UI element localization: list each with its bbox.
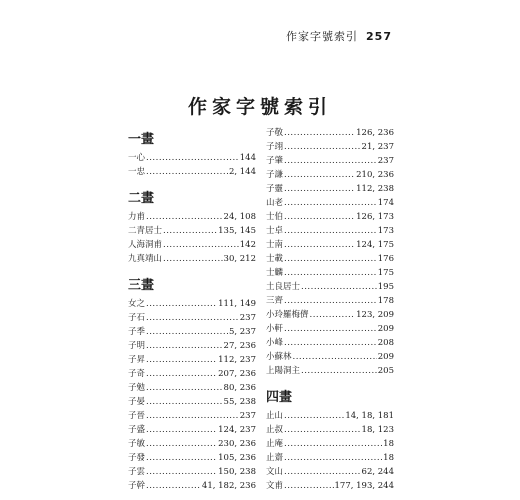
entry-pages: 178 (377, 296, 394, 306)
entry-pages: 41, 182, 236 (201, 481, 256, 491)
leader-dots (146, 210, 223, 224)
entry-pages: 174 (377, 198, 394, 208)
leader-dots (146, 165, 228, 179)
entry-pages: 173 (377, 226, 394, 236)
leader-dots (146, 451, 217, 465)
index-entry (128, 224, 256, 238)
leader-dots (146, 395, 223, 409)
section-gap (128, 266, 256, 272)
index-entry (128, 395, 256, 409)
section-gap (128, 179, 256, 185)
entry-pages: 237 (239, 313, 256, 323)
index-entry (266, 224, 394, 238)
leader-dots (284, 336, 377, 350)
leader-dots (301, 364, 377, 378)
index-entry (266, 168, 394, 182)
index-entry (266, 336, 394, 350)
entry-name: 文甫 (266, 481, 284, 491)
entry-name: 士載 (266, 254, 284, 264)
index-column-right (266, 126, 394, 493)
entry-name: 士南 (266, 240, 284, 250)
entry-name: 士伯 (266, 212, 284, 222)
page-number: 257 (366, 30, 392, 43)
index-entry (128, 297, 256, 311)
page-title: 作家字號索引 (187, 96, 332, 118)
entry-name: 士卓 (266, 226, 284, 236)
leader-dots (146, 353, 217, 367)
leader-dots (146, 465, 217, 479)
section-heading: 二畫 (128, 191, 155, 206)
entry-pages: 144 (239, 153, 256, 163)
entry-pages: 126, 236 (356, 128, 394, 138)
entry-pages: 80, 236 (223, 383, 256, 393)
entry-name: 子敏 (128, 439, 146, 449)
entry-name: 子晏 (128, 397, 146, 407)
leader-dots (146, 325, 228, 339)
index-entry (128, 479, 256, 493)
leader-dots (146, 297, 217, 311)
index-entry (266, 196, 394, 210)
entry-pages: 112, 238 (356, 184, 394, 194)
index-entry (266, 423, 394, 437)
leader-dots (284, 252, 377, 266)
entry-pages: 123, 209 (356, 310, 394, 320)
entry-name: 上陽洞主 (266, 366, 301, 376)
running-head-title: 作家字號索引 (286, 30, 359, 43)
entry-name: 子發 (128, 453, 146, 463)
leader-dots (284, 266, 377, 280)
index-entry (266, 182, 394, 196)
entry-name: 九真靖山 (128, 254, 163, 264)
leader-dots (284, 168, 355, 182)
entry-name: 子雲 (128, 467, 146, 477)
entry-name: 文山 (266, 467, 284, 477)
entry-pages: 195 (377, 282, 394, 292)
entry-pages: 237 (377, 156, 394, 166)
entry-pages: 210, 236 (356, 170, 394, 180)
index-entry (128, 367, 256, 381)
index-entry (266, 437, 394, 451)
index-entry (128, 381, 256, 395)
leader-dots (146, 367, 217, 381)
entry-pages: 208 (377, 338, 394, 348)
entry-pages: 209 (377, 324, 394, 334)
index-entry (266, 280, 394, 294)
index-entry (266, 154, 394, 168)
section-heading: 一畫 (128, 132, 155, 147)
leader-dots (284, 479, 334, 493)
index-entry (266, 479, 394, 493)
leader-dots (284, 409, 344, 423)
leader-dots (284, 210, 355, 224)
index-entry (128, 423, 256, 437)
leader-dots (163, 252, 223, 266)
entry-name: 子明 (128, 341, 146, 351)
entry-pages: 124, 237 (218, 425, 256, 435)
index-entry (128, 409, 256, 423)
index-entry (266, 252, 394, 266)
leader-dots (146, 311, 239, 325)
entry-pages: 5, 237 (228, 327, 256, 337)
entry-name: 二青居士 (128, 226, 163, 236)
entry-name: 力甫 (128, 212, 146, 222)
entry-pages: 27, 236 (223, 341, 256, 351)
index-entry (128, 165, 256, 179)
entry-pages: 111, 149 (218, 299, 256, 309)
entry-name: 子石 (128, 313, 146, 323)
entry-pages: 18 (383, 453, 394, 463)
section-gap (266, 378, 394, 384)
entry-pages: 230, 236 (218, 439, 256, 449)
index-entry (266, 294, 394, 308)
leader-dots (284, 140, 361, 154)
leader-dots (146, 381, 223, 395)
index-entry (266, 451, 394, 465)
entry-name: 子靈 (266, 184, 284, 194)
entry-name: 人海洞甫 (128, 240, 163, 250)
leader-dots (163, 238, 239, 252)
entry-pages: 207, 236 (218, 369, 256, 379)
index-entry (266, 266, 394, 280)
leader-dots (284, 451, 382, 465)
entry-pages: 135, 145 (218, 226, 256, 236)
entry-name: 子翊 (266, 142, 284, 152)
index-column-left (128, 126, 256, 493)
index-entry (128, 238, 256, 252)
entry-name: 子敬 (266, 128, 284, 138)
leader-dots (146, 437, 217, 451)
entry-pages: 205 (377, 366, 394, 376)
index-entry (128, 311, 256, 325)
entry-pages: 177, 193, 244 (334, 481, 394, 491)
entry-pages: 18 (383, 439, 394, 449)
leader-dots (163, 224, 217, 238)
entry-pages: 175 (377, 268, 394, 278)
entry-pages: 14, 18, 181 (345, 411, 394, 421)
leader-dots (284, 294, 377, 308)
leader-dots (284, 224, 377, 238)
section-heading: 四畫 (266, 390, 293, 405)
entry-pages: 126, 173 (356, 212, 394, 222)
index-entry (266, 322, 394, 336)
entry-pages: 142 (239, 240, 256, 250)
entry-name: 止叔 (266, 425, 284, 435)
index-entry (128, 451, 256, 465)
leader-dots (146, 479, 201, 493)
entry-pages: 21, 237 (361, 142, 394, 152)
index-entry (128, 325, 256, 339)
entry-pages: 112, 237 (218, 355, 256, 365)
index-entry (128, 252, 256, 266)
leader-dots (284, 423, 361, 437)
index-entry (266, 308, 394, 322)
leader-dots (284, 126, 355, 140)
entry-name: 三齊 (266, 296, 284, 306)
entry-pages: 105, 236 (218, 453, 256, 463)
entry-name: 子勉 (128, 383, 146, 393)
leader-dots (301, 280, 377, 294)
entry-pages: 209 (377, 352, 394, 362)
index-entry (128, 353, 256, 367)
running-head (286, 28, 392, 44)
entry-name: 一心 (128, 153, 146, 163)
entry-name: 土良居士 (266, 282, 301, 292)
entry-name: 子昇 (128, 355, 146, 365)
index-entry (128, 437, 256, 451)
index-entry (266, 350, 394, 364)
entry-pages: 237 (239, 411, 256, 421)
entry-pages: 2, 144 (228, 167, 256, 177)
entry-pages: 62, 244 (361, 467, 394, 477)
entry-name: 止山 (266, 411, 284, 421)
index-entry (128, 210, 256, 224)
leader-dots (284, 322, 377, 336)
entry-name: 子盛 (128, 425, 146, 435)
leader-dots (284, 465, 361, 479)
entry-pages: 30, 212 (223, 254, 256, 264)
leader-dots (284, 154, 377, 168)
leader-dots (284, 238, 355, 252)
entry-pages: 124, 175 (356, 240, 394, 250)
entry-name: 一忠 (128, 167, 146, 177)
entry-pages: 150, 238 (218, 467, 256, 477)
leader-dots (284, 437, 382, 451)
entry-pages: 176 (377, 254, 394, 264)
entry-pages: 24, 108 (223, 212, 256, 222)
entry-pages: 55, 238 (223, 397, 256, 407)
index-entry (266, 210, 394, 224)
entry-name: 子肇 (266, 156, 284, 166)
entry-name: 子幹 (128, 481, 146, 491)
index-entry (266, 465, 394, 479)
leader-dots (146, 423, 217, 437)
index-entry (128, 465, 256, 479)
index-entry (266, 140, 394, 154)
entry-name: 小蘇林 (266, 352, 292, 362)
index-entry (266, 364, 394, 378)
entry-name: 子季 (128, 327, 146, 337)
section-heading: 三畫 (128, 278, 155, 293)
entry-name: 子奇 (128, 369, 146, 379)
index-entry (266, 409, 394, 423)
entry-name: 士麟 (266, 268, 284, 278)
index-entry (128, 151, 256, 165)
entry-name: 小玲羅梅儕 (266, 310, 309, 320)
entry-name: 山老 (266, 198, 284, 208)
leader-dots (293, 350, 377, 364)
index-entry (266, 126, 394, 140)
entry-name: 小峰 (266, 338, 284, 348)
leader-dots (284, 182, 355, 196)
entry-name: 子謙 (266, 170, 284, 180)
entry-name: 小軒 (266, 324, 284, 334)
leader-dots (146, 339, 223, 353)
entry-pages: 18, 123 (361, 425, 394, 435)
leader-dots (310, 308, 356, 322)
entry-name: 止庵 (266, 439, 284, 449)
index-entry (266, 238, 394, 252)
entry-name: 子晉 (128, 411, 146, 421)
leader-dots (146, 409, 239, 423)
entry-name: 女之 (128, 299, 146, 309)
index-entry (128, 339, 256, 353)
entry-name: 止齋 (266, 453, 284, 463)
leader-dots (284, 196, 377, 210)
leader-dots (146, 151, 239, 165)
